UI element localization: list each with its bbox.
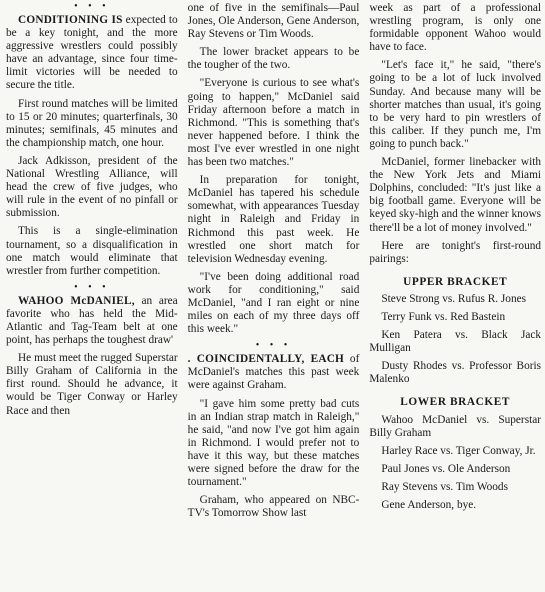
paragraph: "Let's face it," he said, "there's going to be a lot of luck involved Sunday. And because many will be shorter matches than usual, it's going to be very hard to pin wrestlers of this caliber. If they punch me, I'm going to punch back." [369, 59, 542, 150]
paragraph: "I've been doing additional road work for conditioning," said McDaniel, "and I ran eight or nine miles on each of my three days off this week." [187, 270, 360, 336]
paragraph: This is a single-elimination tournament, so a disqualification in one match would eliminate that wrestler from further competition. [6, 225, 178, 277]
paragraph: In preparation for tonight, McDaniel has tapered his schedule somewhat, with appearances Tuesday night in Raleigh and Friday in Richmond this past week. He wrestled one short match for television Wednesday evening. [187, 174, 360, 265]
bracket-match: Ray Stevens vs. Tim Woods [381, 480, 508, 493]
paragraph-text: expected to be a key tonight, and the more aggressive wrestlers could possibly have an advantage, since four time-limit victories will be needed to secure the title. [6, 14, 178, 92]
bracket-match: Harley Race vs. Tiger Conway, Jr. [381, 444, 536, 457]
bracket-match: Ken Patera vs. Black Jack Mulligan [369, 329, 542, 355]
paragraph: McDaniel, former linebacker with the New York Jets and Miami Dolphins, concluded: "It's just like a big football game. Everyone will be keyed sky-high and the winner knows there'll be a lot of money involved." [369, 156, 542, 234]
bracket-match: Dusty Rhodes vs. Professor Boris Malenko [369, 360, 542, 386]
paragraph: one of five in the semifinals—Paul Jones, Ole Anderson, Gene Anderson, Ray Stevens or Tim Woods. [187, 2, 360, 41]
section-divider: • • • [74, 1, 110, 12]
paragraph: The lower bracket appears to be the tougher of the two. [187, 46, 360, 72]
bracket-match: Steve Strong vs. Rufus R. Jones [381, 292, 527, 305]
paragraph: He must meet the rugged Superstar Billy Graham of California in the first round. Should he advance, it would be Tiger Conway or Harley Race and then [6, 352, 178, 417]
bracket-match: Terry Funk vs. Red Bastein [381, 310, 506, 323]
paragraph: First round matches will be limited to 15 or 20 minutes; quarterfinals, 30 minutes; semifinals, 45 minutes and the championship match, one hour. [6, 97, 178, 149]
paragraph: Jack Adkisson, president of the National Wrestling Alliance, will head the crew of five judges, who will rule in the event of no pinfall or submission. [6, 154, 178, 220]
paragraph: "Everyone is curious to see what's going to happen," McDaniel said Friday afternoon before a match in Richmond. "This is something that's never happened before. I think the most I've ever wrestled in one night has been two matches." [187, 77, 360, 169]
bracket-match: Wahoo McDaniel vs. Superstar Billy Graham [369, 413, 542, 439]
paragraph-lead: CONDITIONING IS [18, 14, 123, 26]
paragraph: week as part of a professional wrestling program, is only one formidable opponent Wahoo would have to face. [369, 2, 542, 54]
paragraph-lead: . COINCIDENTALLY, EACH [187, 353, 345, 366]
column-2 [188, 2, 360, 592]
paragraph [188, 353, 360, 392]
paragraph [6, 14, 178, 93]
paragraph-text: of McDaniel's matches this past week were against Graham. [187, 353, 360, 392]
paragraph [6, 295, 178, 347]
section-divider: • • • [255, 340, 292, 352]
paragraph: "I gave him some pretty bad cuts in an Indian strap match in Raleigh," he said, "and now I've got him again in Richmond. I would prefer not to have it this way, but these matches were signed before the draw for the tournament." [187, 397, 360, 489]
column-1 [6, 2, 178, 592]
lower-bracket-heading: LOWER BRACKET [400, 396, 511, 409]
paragraph-text: an area favorite who has held the Mid-Atlantic and Tag-Team belt at one point, has perhaps the toughest draw' [6, 294, 178, 347]
bracket-match: Gene Anderson, bye. [381, 499, 477, 511]
upper-bracket-heading: UPPER BRACKET [403, 275, 508, 288]
paragraph-lead: WAHOO McDANIEL, [18, 294, 135, 307]
paragraph: Graham, who appeared on NBC-TV's Tomorrow Show last [187, 494, 360, 520]
section-divider: • • • [74, 281, 110, 293]
bracket-match: Paul Jones vs. Ole Anderson [381, 462, 511, 475]
column-3 [369, 2, 541, 592]
paragraph: Here are tonight's first-round pairings: [369, 239, 542, 265]
